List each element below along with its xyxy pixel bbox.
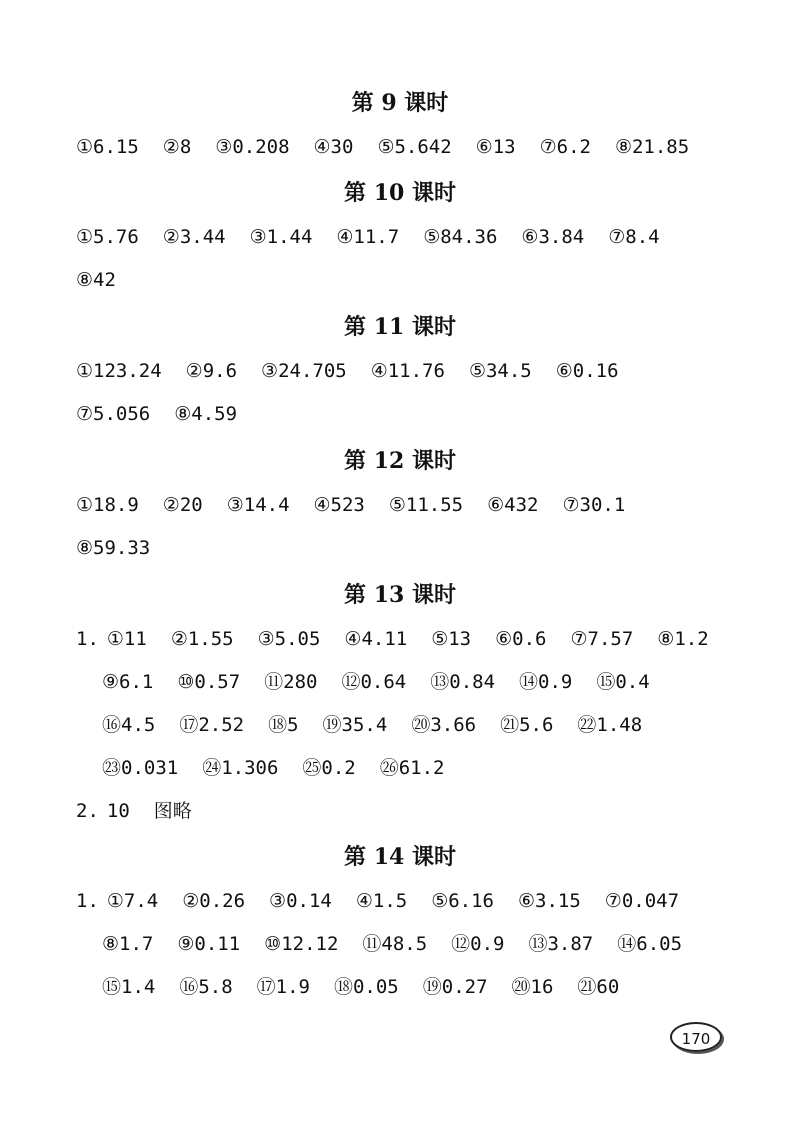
question-number: 1. bbox=[76, 628, 99, 650]
answer-item: ㉑60 bbox=[577, 976, 620, 998]
answer-item: ⑥3.84 bbox=[521, 226, 585, 248]
answer-item: ⑤84.36 bbox=[423, 226, 498, 248]
answer-item: ⑦6.2 bbox=[539, 136, 591, 158]
answer-item: ⑪280 bbox=[264, 671, 318, 693]
answer-item: ①5.76 bbox=[76, 226, 139, 248]
answer-item: ④11.7 bbox=[336, 226, 400, 248]
answer-item: ③1.44 bbox=[249, 226, 313, 248]
answer-item: ①18.9 bbox=[76, 494, 139, 516]
answer-item: ⑪48.5 bbox=[362, 933, 428, 955]
answer-item: ⑨0.11 bbox=[177, 933, 241, 955]
answer-item: ⑮0.4 bbox=[596, 671, 650, 693]
answer-line bbox=[76, 133, 740, 161]
answer-line bbox=[102, 973, 740, 1001]
answer-item: ⑤11.55 bbox=[388, 494, 464, 516]
answer-item: ③0.208 bbox=[215, 136, 290, 158]
section-title: 第 11 课时 bbox=[344, 314, 456, 340]
answer-line bbox=[76, 887, 740, 915]
answer-item: ③14.4 bbox=[226, 494, 290, 516]
answer-item: ②0.26 bbox=[182, 890, 246, 912]
answer-item: ⑩12.12 bbox=[264, 933, 339, 955]
answer-item: ⑬0.84 bbox=[430, 671, 496, 693]
answer-item: ⑰2.52 bbox=[179, 714, 245, 736]
answer-item: ⑮1.4 bbox=[102, 976, 156, 998]
answer-item: ⑦8.4 bbox=[608, 226, 660, 248]
answer-item: ③5.05 bbox=[257, 628, 321, 650]
answer-item: ⑧4.59 bbox=[174, 403, 238, 425]
answer-item: ⑧59.33 bbox=[76, 537, 151, 559]
answer-item: ①6.15 bbox=[76, 136, 139, 158]
answer-item: ㉑5.6 bbox=[500, 714, 554, 736]
page-number: 170 bbox=[670, 1022, 722, 1052]
answer-item: ①123.24 bbox=[76, 360, 162, 382]
answer-item: ⑱5 bbox=[268, 714, 299, 736]
answer-line bbox=[102, 711, 740, 739]
answer-item: ④4.11 bbox=[344, 628, 408, 650]
answer-item: ㉔1.306 bbox=[202, 757, 279, 779]
answer-line bbox=[76, 625, 740, 653]
answer-item: ⑥432 bbox=[487, 494, 539, 516]
answer-item: ⑲0.27 bbox=[422, 976, 488, 998]
answer-line bbox=[76, 266, 740, 294]
answer-item: ⑲35.4 bbox=[322, 714, 388, 736]
answer-item: ⑱0.05 bbox=[333, 976, 399, 998]
answer-item: ⑭0.9 bbox=[519, 671, 573, 693]
answer-item: ⑥13 bbox=[475, 136, 516, 158]
answer-item: ⑧1.2 bbox=[657, 628, 709, 650]
section-title: 第 13 课时 bbox=[344, 582, 456, 608]
section-title: 第 10 课时 bbox=[344, 180, 456, 206]
answer-item: ㉕0.2 bbox=[302, 757, 356, 779]
answer-item: ④30 bbox=[313, 136, 354, 158]
section-title: 第 12 课时 bbox=[344, 448, 456, 474]
answer-item: ㉒1.48 bbox=[577, 714, 643, 736]
answer-item: ②8 bbox=[162, 136, 192, 158]
answer-item: ⑥0.16 bbox=[555, 360, 619, 382]
answer-item: ⑦5.056 bbox=[76, 403, 151, 425]
answer-item: ⑦0.047 bbox=[604, 890, 680, 912]
answer-item: ⑧1.7 bbox=[102, 933, 154, 955]
answer-item: ⑦30.1 bbox=[562, 494, 626, 516]
answer-item: ⑫0.64 bbox=[341, 671, 407, 693]
answer-item: ④523 bbox=[313, 494, 365, 516]
answer-line bbox=[102, 930, 740, 958]
answer-item: ②9.6 bbox=[185, 360, 238, 382]
answer-item: ㉓0.031 bbox=[102, 757, 179, 779]
question-number: 1. bbox=[76, 890, 99, 912]
answer-line bbox=[76, 797, 740, 825]
answer-item: ⑨6.1 bbox=[102, 671, 154, 693]
answer-item: ②1.55 bbox=[170, 628, 234, 650]
answer-item: ⑳3.66 bbox=[411, 714, 477, 736]
answer-item: ⑩0.57 bbox=[177, 671, 241, 693]
answer-item: ⑰1.9 bbox=[256, 976, 310, 998]
answer-item: ④11.76 bbox=[370, 360, 445, 382]
answer-item: ①11 bbox=[106, 628, 147, 650]
answer-item: ⑤34.5 bbox=[468, 360, 532, 382]
answer-item: ⑧21.85 bbox=[614, 136, 690, 158]
section-title: 第 9 课时 bbox=[351, 90, 449, 116]
answer-line bbox=[76, 357, 740, 385]
answer-item: ③0.14 bbox=[269, 890, 332, 912]
answer-item: ②20 bbox=[162, 494, 203, 516]
answer-item: ⑭6.05 bbox=[617, 933, 683, 955]
answer-item: ⑦7.57 bbox=[570, 628, 634, 650]
answer-item: ⑤5.642 bbox=[377, 136, 452, 158]
answer-item: ③24.705 bbox=[261, 360, 347, 382]
answer-line bbox=[102, 668, 740, 696]
answer-item: 10 bbox=[106, 800, 130, 822]
answer-item: ⑤13 bbox=[431, 628, 472, 650]
answer-item: ①7.4 bbox=[106, 890, 159, 912]
answer-item: ⑥3.15 bbox=[518, 890, 581, 912]
answer-item: ㉖61.2 bbox=[379, 757, 445, 779]
answer-item: ④1.5 bbox=[355, 890, 408, 912]
answer-item: ⑤6.16 bbox=[431, 890, 494, 912]
answer-line bbox=[76, 400, 740, 428]
answer-item: 图略 bbox=[153, 800, 192, 822]
section-title: 第 14 课时 bbox=[344, 844, 456, 870]
answer-item: ⑳16 bbox=[511, 976, 554, 998]
answer-line bbox=[102, 754, 740, 782]
answer-line bbox=[76, 223, 740, 251]
answer-item: ⑯4.5 bbox=[102, 714, 156, 736]
question-number: 2. bbox=[76, 800, 99, 822]
answer-line bbox=[76, 491, 740, 519]
answer-item: ⑧42 bbox=[76, 269, 116, 291]
answer-item: ⑯5.8 bbox=[179, 976, 233, 998]
answer-line bbox=[76, 534, 740, 562]
answer-item: ⑬3.87 bbox=[528, 933, 594, 955]
answer-item: ⑫0.9 bbox=[451, 933, 505, 955]
answer-item: ②3.44 bbox=[162, 226, 226, 248]
answer-item: ⑥0.6 bbox=[495, 628, 547, 650]
